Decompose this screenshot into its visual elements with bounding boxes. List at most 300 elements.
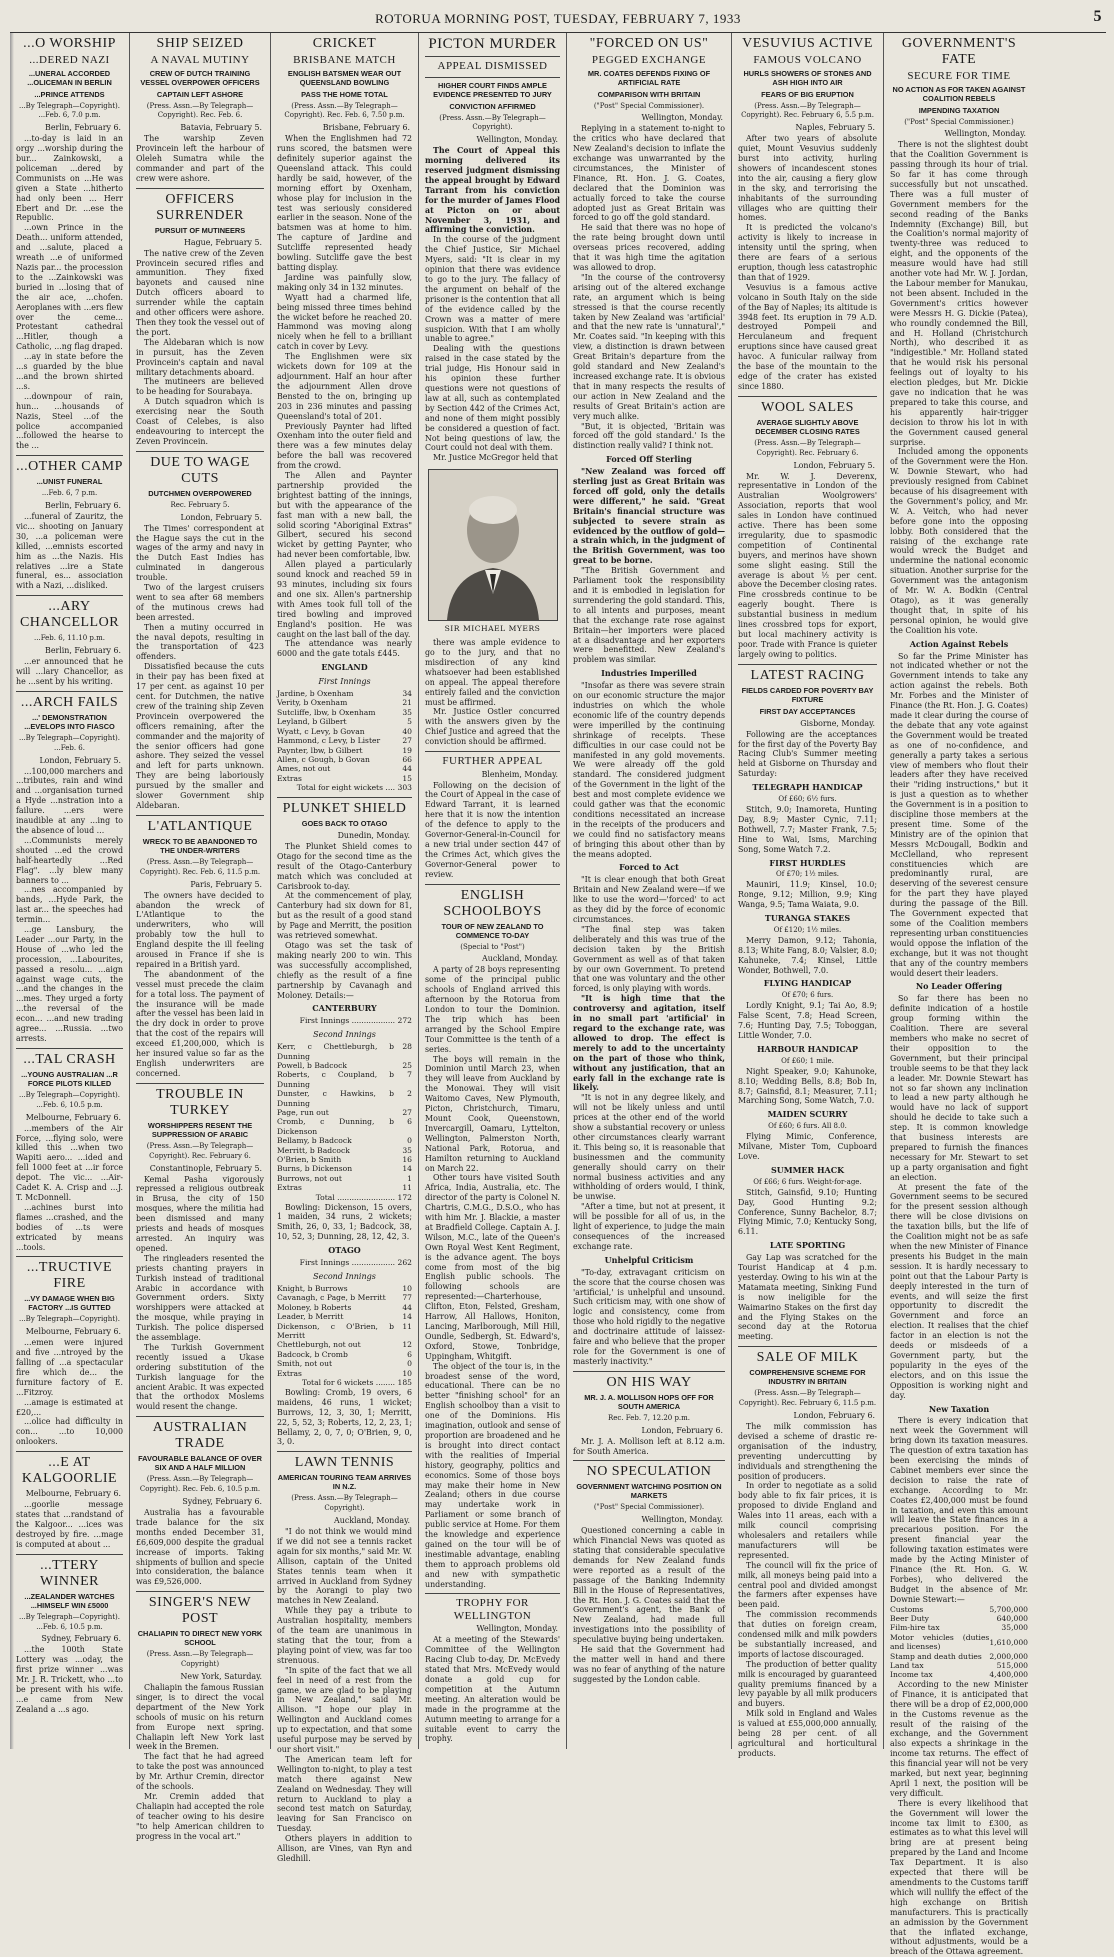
body-paragraph: Chaliapin the famous Russian singer, is to direct the vocal department of the New York schools of music on his return from Europe next spring. Chaliapin left New York last week in the Bremen.	[136, 1682, 264, 1752]
table-row	[277, 1293, 412, 1302]
body-paragraph: Allen played a particularly sound knock and reached 59 in 93 minutes, including six fours and one six. Allen's partnership with Ames took full toll of the tired bowling and improved England's position. He was caught on the last ball of the day.	[277, 560, 412, 639]
scorecard-total: Total for eight wickets .... 303	[296, 783, 412, 793]
headline: ...ARCH FAILS	[20, 694, 119, 710]
credit-line: (Press. Assn.—By Telegraph—Copyright).	[291, 1494, 398, 1513]
dateline: Wellington, Monday.	[476, 1624, 558, 1634]
headline: ...TAL CRASH	[23, 1051, 116, 1067]
body-paragraph: The owners have decided to abandon the wreck of L'Atlantique to the underwriters, who will probably tow the hull to England despite the ill feeling aroused in France if she is repaired in a British yard.	[136, 890, 264, 969]
subheadline: A NAVAL MUTINY	[150, 54, 250, 66]
table-row	[890, 1670, 1028, 1679]
table-cell-value: 77	[402, 1293, 412, 1303]
table-row	[277, 727, 412, 736]
dateline: New York, Saturday.	[180, 1672, 262, 1682]
deck: ...UNIST FUNERAL	[36, 477, 103, 487]
body-paragraph: There is every indication that next week the Government will bring down its taxation measures. The question of extra taxation has been exercising the minds of Cabinet members ever since the decision to raise the rate of exchange. According to Mr. Coates £2,400,000 must be found in taxation, and even this amount will leave the State finances in a precarious position. For the present financial year the following taxation estimates were made by the Acting Minister of Finance (the Rt. Hon. G. W. Forbes), who delivered the Budget in the absence of Mr. Downie Stewart:—	[890, 1416, 1028, 1604]
race-conditions: Of £60; 6½ furs.	[778, 795, 837, 804]
table-cell-label: Wyatt, c Levy, b Govan	[277, 726, 365, 736]
body-paragraph: "I do not think we would mind if we did not see a tennis racket again for six months," said Mr. W. Allison, captain of the United States tennis team when it arrived in Auckland from Sydney by the Aorangi to play two matches in New Zealand.	[277, 1527, 412, 1606]
table-cell-label: Burrows, not out	[277, 1173, 342, 1183]
scorecard-first-innings: First Innings .................. 262	[299, 1258, 412, 1268]
subheadline: APPEAL DISMISSED	[437, 60, 548, 72]
body-paragraph: The fact that he had agreed to take the post was announced by Mr. Arthur Cremin, director of the schools.	[136, 1752, 264, 1792]
section-heading: Forced Off Sterling	[606, 454, 692, 465]
body-paragraph: ...members of the Air Force, ...flying solo, were killed this ...when two Wapiti aero... ...ided and fell 1000 feet at ...ir force depot. The vic... ...Air-Cadet K. A. Crisp and ...J. T. McDonnell.	[16, 1123, 123, 1202]
table-cell-value: 7	[407, 1070, 412, 1080]
table-cell-label: Extras	[277, 1368, 302, 1378]
table-row	[277, 1108, 412, 1117]
race-name: FIRST HURDLES	[769, 857, 846, 868]
body-paragraph: ...achines burst into flames ...crashed, and the bodies of ...ts were extricated by means ...tools.	[16, 1202, 123, 1252]
body-paragraph: Then a mutiny occurred in the naval depots, resulting in the transportation of 423 offenders.	[136, 622, 264, 662]
body-paragraph: ...nes accompanied by bands, ...Hyde Park, the last ar... the speeches had termin...	[16, 885, 123, 925]
taxation-estimates-table	[890, 1605, 1028, 1680]
deck: CREW OF DUTCH TRAINING VESSEL OVERPOWER OFFICERS	[140, 68, 260, 87]
body-paragraph: "But, it is objected, 'Britain was forced off the gold standard.' Is the distinction really valid? I think not.	[573, 421, 725, 451]
deck-secondary: PASS THE HOME TOTAL	[301, 89, 388, 99]
table-row	[890, 1661, 1028, 1670]
body-paragraph: ...to-day is laid in an orgy ...worship during the bur... Zainkowski, a policeman ...dered by Communists on ...He was given a State ...hitherto had only been ... Herr Ebert and Dr. ...ese the Republic.	[16, 134, 123, 223]
race-name: SUMMER HACK	[770, 1164, 845, 1175]
table-cell-value: 35,000	[1001, 1623, 1028, 1633]
section-heading: Forced to Act	[619, 862, 679, 873]
table-cell-label: Customs	[890, 1604, 924, 1614]
dateline: London, February 6.	[793, 1411, 875, 1421]
subheadline: PEGGED EXCHANGE	[591, 54, 707, 66]
deck: PURSUIT OF MUTINEERS	[154, 225, 246, 235]
headline: CRICKET	[312, 36, 377, 51]
article-governments-fate	[890, 36, 1028, 1957]
body-paragraph: So far the Prime Minister has not indicated whether or not the Government intends to take any action against the rebels. Both Mr. Forbes and the Minister of Finance (the Rt. Hon. J. G. Coates) made it clear during the course of the debate that any vote against the Government would be treated as one of no-confidence, and generally a party takes a serious view of members who flout their leaders after they have received their "riding instructions," but it is just a question as to whether the Government is in a position to discipline those members at the present time. Some of the Ministry are of the opinion that Messrs McDougall, Bodkin and McClelland, who represent constituencies which are predominantly rural, are deserving of the severest censure for the part they have played during the passage of the Bill. The Government expected that some of the Coalition members representing urban constituencies would oppose the inflation of the exchange, but it was not thought that any of the country members would desert their leaders.	[890, 651, 1028, 978]
body-paragraph: Other tours have visited South Africa, India, Australia, etc. The director of the party is Colonel N. Chartris, C.M.G., D.S.O., who has with him Mr. J. Blackie, a master at Bradfield College. Captain A. J. Wilson, M.C., late of the Queen's Own Royal West Kent Regiment, is the advance agent. The boys come from most of the big English public schools. The following schools are represented:—Charterhouse, Clifton, Eton, Felsted, Gresham, Harrow, All Hallows, Honiton, Lancing, Marlborough, Mill Hill, Oundle, Sedbergh, St. Edward's, Oxford, Stowe, Tonbridge, Uppingham, Whitgift.	[425, 1173, 560, 1361]
credit-line: Rec. February 5.	[170, 500, 230, 509]
table-cell-value: 0	[407, 1359, 412, 1369]
body-paragraph: "In spite of the fact that we all feel in need of a rest from the game, we are glad to be playing in New Zealand," said Mr. Allison. "I hope our play in Wellington and Auckland comes up to expectation, and that some useful purpose may be served by our short visit."	[277, 1665, 412, 1754]
dateline: London, February 5.	[39, 755, 121, 765]
deck: NO ACTION AS FOR TAKEN AGAINST COALITION REBELS	[892, 84, 1026, 103]
table-cell-label: Knight, b Burrows	[277, 1283, 348, 1293]
article-no-speculation	[573, 1464, 725, 1684]
masthead-title: ROTORUA MORNING POST, TUESDAY, FEBRUARY 7, 1933	[375, 11, 741, 26]
credit-line: ("Post" Special Commissioner).	[593, 101, 705, 110]
headline: DUE TO WAGE CUTS	[150, 454, 250, 486]
deck: DUTCHMEN OVERPOWERED	[148, 488, 252, 498]
deck-secondary: FEARS OF BIG ERUPTION	[761, 89, 854, 99]
body-paragraph: ...er announced that he will ...lary Chancellor, as he ...sent by his writing.	[16, 657, 123, 686]
credit-line: (Press. Assn.—By Telegraph—Copyright). Rec. February 6.	[754, 438, 861, 457]
body-paragraph: At a meeting of the Stewards' Committee of the Wellington Racing Club to-day, Dr. McEvedy stated that Mrs. McEvedy would donate a gold cup for competition at the Autumn meeting. An alteration would be made in the programme at the Autumn meeting to arrange for a suitable event to carry the trophy.	[425, 1635, 560, 1744]
table-cell-value: 27	[402, 736, 412, 746]
column-1	[10, 33, 130, 1749]
body-paragraph: The Englishmen were six wickets down for 109 at the adjournment. Half an hour after the adjournment Allen drove Bensted to the on, bringing up 203 in 236 minutes and passing Queensland's total of 201.	[277, 352, 412, 421]
body-paragraph: The production of better quality milk is encouraged by guaranteed quality premiums financed by a levy payable by all milk producers and buyers.	[738, 1659, 877, 1709]
headline: SALE OF MILK	[756, 1350, 859, 1366]
headline: TROUBLE IN TURKEY	[156, 1086, 244, 1118]
table-row	[277, 764, 412, 773]
body-paragraph: Jardine was painfully slow, making only 34 in 132 minutes.	[277, 272, 412, 292]
race-conditions: Of £66; 6 furs. Weight-for-age.	[753, 1177, 862, 1186]
dateline: Melbourne, February 6.	[25, 1327, 121, 1337]
body-paragraph: ...ge Lansbury, the Leader ...our Party, in the House of ...who led the procession, ...Labourites, passed a resolu... ...aign against wage cuts, the ...and the changes in the ...mes. They urged a forty ...the reversal of the econ... ...and new trading agree... ...Russia. ...two arrests.	[16, 925, 123, 1043]
table-cell-label: Stamp and death duties	[890, 1651, 982, 1661]
credit-line: (Press. Assn.—By Telegraph—Copyright)	[146, 1650, 254, 1669]
table-cell-value: 10	[402, 1368, 412, 1378]
headline: TROPHY FOR WELLINGTON	[453, 1597, 532, 1622]
table-row	[890, 1605, 1028, 1614]
table-cell-value: 19	[402, 745, 412, 755]
table-row	[277, 1359, 412, 1368]
headline: ...TRUCTIVE FIRE	[26, 1260, 113, 1292]
table-cell-label: Jardine, b Oxenham	[277, 689, 354, 699]
body-paragraph: There is not the slightest doubt that the Coalition Government is passing through its hour of trial. So far it has come through successfully but not unscathed. There was a full muster of Government members for the second reading of the Banks Indemnity (Exchange) Bill, but the Coalition's normal majority of twenty-three was reduced to eight, and the opponents of the measure would have had still another vote had Mr. W. J. Jordan, the Labour member for Manukau, not been absent. Included in the Government's critics however were Messrs H. G. Dickie (Patea), who roundly condemned the Bill, and H. Holland (Christchurch North), who described it as "indigestible." Mr. Holland stated that he would risk his personal feelings out of loyalty to his election pledges, but Mr. Dickie gave no indication that he was prepared to take this course, and his apparently hair-trigger decision to throw his lot in with the Government caused general surprise.	[890, 140, 1028, 447]
table-cell-value: 28	[402, 1042, 412, 1052]
table-cell-label: Smith, not out	[277, 1359, 333, 1369]
credit-line: ...By Telegraph—Copyright). ...Feb. 6, 10.5 p.m.	[19, 1090, 120, 1109]
article-cricket	[277, 36, 412, 793]
table-cell-value: 640,000	[996, 1614, 1028, 1624]
body-paragraph: Wyatt had a charmed life, being missed three times behind the wicket before he reached 20. Hammond was moving along nicely when he fell to a brilliant catch in cover by Levy.	[277, 292, 412, 352]
dateline: Sydney, February 6.	[182, 1497, 262, 1507]
table-row	[277, 1369, 412, 1378]
headline: ...E AT KALGOORLIE	[21, 1455, 118, 1487]
body-paragraph: "It is not in any degree likely, and will not be likely unless and until prices at the other end of the world show a substantial recovery or unless other circumstances clearly warrant it. This being so, it is reasonable that businessmen and the community generally should carry on their normal business activities and any withholding of orders would, I think, be unwise.	[573, 1093, 725, 1202]
columns	[10, 33, 1106, 1957]
table-cell-label: Extras	[277, 1183, 302, 1193]
headline: AUSTRALIAN TRADE	[152, 1420, 248, 1452]
body-paragraph: "After a time, but not at present, it will be possible for all of us, in the light of experience, to judge the main consequences of the increased exchange rate.	[573, 1202, 725, 1251]
body-paragraph: Otago was set the task of making nearly 200 to win. This was successfully accomplished, chiefly as the result of a fine partnership by Cavanagh and Moloney. Details:—	[277, 941, 412, 1000]
subheadline: SECURE FOR TIME	[907, 70, 1011, 82]
table-row	[890, 1652, 1028, 1661]
body-paragraph: At present the fate of the Government seems to be secured for the present session although there will be close divisions on the taxation bills, but the life of the Coalition might not be as safe when the new Minister of Finance presents his Budget in the main session. It is hardly necessary to point out that the Labour Party is deeply interested in the turn of events, and will seize the first opportunity to discredit the Government and force an election. It realises that the chief factor in an election is not the deeds or misdeeds of a Government party, but the popularity in the eyes of the electors, and on this issue the Opposition is working night and day.	[890, 1182, 1028, 1400]
article-on-his-way	[573, 1375, 725, 1457]
credit-line: ...Feb. 6, 7 p.m.	[41, 489, 98, 498]
table-cell-label: Film-hire tax	[890, 1623, 940, 1633]
section-heading: Unhelpful Criticism	[604, 1254, 694, 1265]
body-paragraph: Dissatisfied because the cuts in their pay has been fixed at 17 per cent. as against 10 per cent. for Dutchmen, the native crew of the training ship Zeven Provincein overpowered the officers remaining, after the commander and the majority of the senior officers had gone ashore. They seized the vessel and left for parts unknown. They are being laboriously pursued by the smaller and slower Government ship Aldebaran.	[136, 662, 264, 810]
table-cell-value: 35	[402, 1145, 412, 1155]
deck: HURLS SHOWERS OF STONES AND ASH HIGH INTO AIR	[743, 68, 872, 87]
table-cell-value: 12	[402, 1340, 412, 1350]
article	[136, 819, 264, 1079]
table-row	[277, 1322, 412, 1341]
scorecard-england	[277, 689, 412, 783]
headline: OFFICERS SURRENDER	[156, 191, 244, 223]
race-field: Flying Mimic, Conference, Milvane, Mister Tom, Cupboard Love.	[738, 1132, 877, 1161]
lead-paragraph: The Court of Appeal this morning delivered its reserved judgment dismissing the appeal brought by Edward Tarrant from his conviction for the murder of James Flood at Picton on or about November 3, 1931, and affirming the conviction.	[425, 146, 560, 235]
body-paragraph: After two years of absolute quiet, Mount Vesuvius suddenly burst into activity, hurling showers of incandescent stones into the air, causing a fiery glow in the sky, and terrorising the inhabitants of the surrounding villages who are quitting their homes.	[738, 134, 877, 223]
table-cell-label: Leyland, b Gilbert	[277, 717, 347, 727]
dateline: Berlin, February 6.	[45, 501, 121, 511]
bold-paragraph: "New Zealand was forced off sterling just as Great Britain was forced off gold, only the details were different," he said. "Great Britain's financial structure was subjected to severe strain as evidenced by the outflow of gold—a strain which, in the judgment of the British Government, was too great to be borne.	[573, 467, 725, 566]
table-cell-value: 5	[407, 717, 412, 727]
body-paragraph: ...funeral of Zauritz, the vic... shooting on January 30, ...a policeman were killed, ...emnists escorted him as ...the Nazis. His relatives ...ire a State funeral, es... association with a Nazi, ...disliked.	[16, 512, 123, 591]
bowling-figures: Bowling: Cromb, 19 overs, 6 maidens, 46 runs, 1 wicket; Burrows, 12, 3, 30, 1; Merritt, 22, 5, 52, 3; Roberts, 12, 2, 23, 1; Bellamy, 2, 0, 7, 0; O'Brien, 9, 0, 3, 0.	[277, 1387, 412, 1447]
dateline: Wellington, Monday.	[641, 1515, 723, 1525]
scorecard-total: Total for 6 wickets ........ 185	[302, 1377, 412, 1387]
body-paragraph: He said that there was no hope of the rate being brought down until overseas prices recovered, adding that it was high time the agitation was allowed to drop.	[573, 223, 725, 272]
deck: WORSHIPPERS RESENT THE SUPPRESSION OF ARABIC	[147, 1120, 253, 1139]
dateline: Melbourne, February 6.	[25, 1489, 121, 1499]
headline: PLUNKET SHIELD	[282, 801, 407, 817]
body-paragraph: There is every likelihood that the Government will lower the income tax limit to £300, as estimates as to what this level will bring are at present being prepared by the Land and Income Tax Department. It is also expected that there will be amendments to the Customs tariff which will nullify the effect of the high exchange on British manufacturers. This is practically an admission by the Government that the inflated exchange, without adjustments, would be a breach of the Ottawa agreement.	[890, 1798, 1028, 1957]
headline: ...O WORSHIP	[23, 36, 116, 51]
section-heading: Action Against Rebels	[909, 638, 1009, 649]
dateline: Paris, February 5.	[190, 879, 262, 889]
table-row	[277, 1061, 412, 1070]
body-paragraph: Mr. Justice McGregor held that	[433, 453, 558, 463]
headline: GOVERNMENT'S FATE	[901, 36, 1017, 67]
body-paragraph: ...amage is estimated at £20,...	[16, 1397, 123, 1417]
body-paragraph: ...100,000 marchers and ...tributes, rain and wind and ...organisation turned a Hyde ...nstration into a failure. ...ers were inaudible at any ...ing to the absence of loud ...	[16, 766, 123, 835]
credit-line: Rec. Feb. 7, 12.20 p.m.	[607, 1413, 691, 1422]
table-cell-label: Dickenson, c O'Brien, b Merritt	[277, 1321, 394, 1340]
body-paragraph: The abandonment of the vessel must precede the claim for a total loss. The payment of the insurance will be made after the vessel has been laid in the dry dock in order to prove that the cost of the repairs will exceed £1,200,000, which is her insured value so far as the English underwriters are concerned.	[136, 969, 264, 1078]
credit-line: ...Feb. 6, 11.10 p.m.	[34, 634, 105, 643]
body-paragraph: The American team left for Wellington to-night, to play a test match there against New Zealand on Wednesday. They will return to Auckland to play a second test match on Saturday, leaving for San Francisco on Tuesday.	[277, 1754, 412, 1834]
race-name: TELEGRAPH HANDICAP	[752, 782, 863, 793]
scorecard-title: CANTERBURY	[312, 1003, 377, 1014]
body-paragraph: A Dutch squadron which is exercising near the South Coast of Celebes, is also endeavouring to intercept the Zeven Provincein.	[136, 397, 264, 446]
article	[16, 1455, 123, 1549]
table-cell-value: 6	[407, 1117, 412, 1127]
scorecard-otago	[277, 1284, 412, 1378]
race-name: MAIDEN SCURRY	[767, 1109, 848, 1120]
article-trophy	[425, 1597, 560, 1744]
table-row	[277, 1155, 412, 1164]
table-cell-label: Chettleburgh, not out	[277, 1340, 361, 1350]
table-cell-label: Ames, not out	[277, 764, 331, 774]
body-paragraph: So far there has been no definite indication of a hostile group forming within the Coalition. There are several members who make no secret of their opposition to the Government, but their principal trouble seems to be that they lack a leader. Mr. Downie Stewart has not so far shown any inclination to lead a new party although he would have no lack of support should he decide to take such a step. It is common knowledge that business interests are prepared to furnish the finances necessary for Mr. Stewart to set up a party organisation and fight an election.	[890, 994, 1028, 1182]
article-vesuvius	[738, 36, 877, 392]
body-paragraph: Following on the decision of the Court of Appeal in the case of Edward Tarrant, it is learned here that it is now the intention of the defence to apply to the Governor-General-in-Council for a new trial under section 447 of the Crimes Act, which gives the Governor-General power to review.	[425, 780, 560, 879]
credit-line: ...By Telegraph—Copyright). ...Feb. 6, 10.5 p.m.	[19, 1612, 120, 1631]
dateline: Wellington, Monday.	[641, 113, 723, 123]
table-cell-label: Bellamy, b Badcock	[277, 1136, 352, 1146]
credit-line: (Press. Assn.—By Telegraph—Copyright).	[439, 113, 546, 132]
credit-line: ...By Telegraph—Copyright).	[19, 1315, 120, 1324]
dateline: London, February 5.	[793, 460, 875, 470]
column-4	[419, 33, 567, 1749]
body-paragraph: "In the course of the controversy arising out of the altered exchange rate, an argument which is being stressed is that the course recently taken by New Zealand was 'artificial' and that the new rate is 'unnatural'," Mr. Coates said. "In keeping with this view, a distinction is drawn between Great Britain's departure from the gold standard and New Zealand's increased exchange rate. It is obvious that in many respects the results of our action in New Zealand and the results of Great Britain's action are very much alike.	[573, 272, 725, 421]
headline: PICTON MURDER	[428, 36, 557, 52]
deck-secondary: ...PRINCE ATTENDS	[34, 89, 105, 99]
article-latest-racing	[738, 668, 877, 1343]
deck: MR. COATES DEFENDS FIXING OF ARTIFICIAL RATE	[587, 68, 711, 87]
race-conditions: Of £60; 1 mile.	[781, 1056, 834, 1065]
table-cell-value: 11	[402, 1183, 412, 1193]
table-cell-value: 35	[402, 707, 412, 717]
article	[136, 1087, 264, 1412]
column-5	[567, 33, 732, 1749]
article	[16, 36, 123, 451]
body-paragraph: ...Communists merely shouted ...ed the crowd half-heartedly ...Red Flag". ...ly blew many banners to ...	[16, 835, 123, 885]
body-paragraph: The Times' correspondent at the Hague says the cut in the wages of the army and navy in the Dutch East Indies has culminated in dangerous trouble.	[136, 523, 264, 583]
table-row	[277, 1117, 412, 1136]
table-cell-value: 14	[402, 1312, 412, 1322]
race-name: HARBOUR HANDICAP	[756, 1043, 859, 1054]
table-cell-value: 11	[402, 1321, 412, 1331]
body-paragraph: The commission recommends that duties on foreign cream, condensed milk and milk powders be substantially increased, and imports of lactose discouraged.	[738, 1610, 877, 1659]
credit-line: (Press. Assn.—By Telegraph—Copyright). Rec. Feb. 6.	[146, 101, 254, 120]
body-paragraph: The boys will remain in the Dominion until March 23, when they will leave from Auckland by the Monowai. They will visit Waitomo Caves, New Plymouth, Picton, Christchurch, Timaru, Mount Cook, Queenstown, Invercargill, Oamaru, Lyttelton, Wellington, Palmerston North, National Park, Rotorua, and Hamilton returning to Auckland on March 22.	[425, 1054, 560, 1173]
body-paragraph: In the course of the judgment the Chief Justice, Sir Michael Myers, said: "It is clear in my opinion that there was evidence to go to the jury. The fallacy of the argument on behalf of the prisoner is the contention that all of the evidence called by the Crown was a matter of mere suspicion. With that I am wholly unable to agree."	[425, 235, 560, 344]
table-cell-label: Page, run out	[277, 1108, 329, 1117]
masthead	[10, 6, 1106, 33]
deck-secondary: CONVICTION AFFIRMED	[449, 101, 536, 111]
body-paragraph: "Insofar as there was severe strain on our economic structure the major industries on which the whole economic life of the country depends were imperilled by the continuing shrinkage of receipts. These difficulties in our case could not be manifested in any gold movements. We were already off the gold standard. The considered judgment of the Government in the light of the best and most complete evidence we could gather was that the economic conditions necessitated an increase in the receipts of the producers and we could find no satisfactory means of bringing this about other than by the means adopted.	[573, 681, 725, 859]
article	[16, 459, 123, 591]
body-paragraph: Replying in a statement to-night to the critics who have declared that New Zealand's decision to inflate the exchange was unwarranted by the circumstances, the Minister of Finance, Rt. Hon. J. G. Coates, declared that the Dominion was actually forced to take the course adopted just as Great Britain was forced to go off the gold standard.	[573, 124, 725, 223]
body-paragraph: A party of 28 boys representing some of the principal public schools of England arrived this afternoon by the Rotorua from London to tour the Dominion. The trip which has been arranged by the School Empire Tour Committee is the tenth of a series.	[425, 965, 560, 1054]
dateline: London, February 5.	[180, 512, 262, 522]
credit-line: (Press. Assn.—By Telegraph—Copyright). Rec. February 6.	[146, 1141, 254, 1160]
table-cell-value: 34	[402, 689, 412, 699]
table-cell-label: Kerr, c Chettleburgh, b Dunning	[277, 1042, 394, 1061]
deck: ENGLISH BATSMEN WEAR OUT QUEENSLAND BOWLING	[287, 68, 402, 87]
table-row	[277, 746, 412, 755]
dateline: Dunedin, Monday.	[337, 831, 410, 841]
headline: ...OTHER CAMP	[16, 459, 123, 475]
body-paragraph: Others players in addition to Allison, are Vines, van Ryn and Gledhill.	[277, 1834, 412, 1863]
article	[136, 36, 264, 184]
subheadline: FAMOUS VOLCANO	[753, 54, 862, 66]
body-paragraph: The mutineers are believed to be heading for Sourabaya.	[136, 377, 264, 397]
headline: LATEST RACING	[750, 667, 865, 683]
table-cell-value: 14	[402, 1164, 412, 1174]
table-row	[277, 774, 412, 783]
body-paragraph: The ringleaders resented the priests chanting prayers in Turkish instead of traditional Arabic in accordance with Government orders. Sixty worshippers were attacked at the mosque, while praying in Turkish. The police dispersed the assemblage.	[136, 1253, 264, 1343]
deck-secondary: FIRST DAY ACCEPTANCES	[759, 706, 856, 716]
table-row	[277, 755, 412, 764]
body-paragraph: The warship Zeven Provincein left the harbour of Oleleh Sumatra while the commander and part of the crew were ashore.	[136, 134, 264, 183]
column-7	[884, 33, 1034, 1957]
body-paragraph: Kemal Pasha vigorously repressed a religious outbreak in Brusa, the city of 150 mosques, where the militia had been dismissed and many priests and heads of mosques arrested. An inquiry was opened.	[136, 1174, 264, 1253]
dateline: Naples, February 5.	[795, 123, 875, 133]
table-row	[890, 1633, 1028, 1652]
table-row	[277, 689, 412, 698]
credit-line: (Press. Assn.—By Telegraph—Copyright). Rec. February 6, 11.5 p.m.	[738, 1389, 877, 1408]
body-paragraph: Gay Lap was scratched for the Tourist Handicap at 4 p.m. yesterday. Owing to his win at the Matamata meeting, Sinking Fund is now ineligible for the Waimarino Stakes on the first day and the Flying Stakes on the second day at the Rotorua meeting.	[738, 1253, 877, 1342]
body-paragraph: The milk commission has devised a scheme of drastic re-organisation of the industry, preventing undercutting by individuals and strengthening the position of producers.	[738, 1422, 877, 1481]
table-row	[277, 1350, 412, 1359]
race-conditions: Of £120; 1½ miles.	[773, 925, 842, 934]
article	[16, 1052, 123, 1253]
table-cell-label: Extras	[277, 773, 302, 783]
table-row	[277, 1146, 412, 1155]
table-row	[890, 1614, 1028, 1623]
scorecard-innings: Second Innings	[313, 1030, 376, 1040]
table-cell-label: Cromb, c Dunning, b Dickenson	[277, 1117, 394, 1136]
credit-line: ...By Telegraph—Copyright). ...Feb. 6.	[19, 733, 120, 752]
race-field: Stitch, 9.0; Inamoreta, Hunting Day, 8.9; Master Cynic, 7.11; Bothwell, 7.7; Master Frank, 7.5; Hine to Wai, Isms, Marching Song, Some Watch 7.2.	[738, 804, 877, 854]
credit-line: ("Post" Special Commissioner).	[593, 1503, 705, 1512]
race-field: Stitch, Gainsfid, 9.10; Hunting Day, Good Hunting 9.2; Conference, Sunny Bachelor, 8.7; Flying Mimic, 7.0; Kentucky Song, 6.11.	[738, 1187, 877, 1237]
table-row	[277, 1042, 412, 1061]
table-row	[277, 1303, 412, 1312]
deck: ...ZEALANDER WATCHES ...HIMSELF WIN £5000	[24, 1591, 115, 1610]
body-paragraph: He said that the Government had the matter well in hand and there was no fear of anything of the nature suggested by the London cable.	[573, 1645, 725, 1684]
body-paragraph: ...downpour of rain, hun... ...housands of Nazis, Steel ...of the police accompanied ...followed the hearse to the ...	[16, 391, 123, 451]
race-conditions: Of £70; 1½ miles.	[775, 870, 840, 879]
scorecard-canterbury	[277, 1042, 412, 1193]
body-paragraph: The Allen and Paynter partnership provided the brightest batting of the innings, but with the appearance of the fast man with a new ball, the solid scoring "Aboriginal Extras" Gilbert, secured his second wicket by getting Paynter, who had never been comfortable, lbw.	[277, 471, 412, 560]
deck: WRECK TO BE ABANDONED TO THE UNDER-WRITERS	[142, 836, 258, 855]
deck-secondary: COMPARISON WITH BRITAIN	[597, 89, 701, 99]
body-paragraph: When the Englishmen had 72 runs scored, the batsmen were definitely superior against the Queensland attack. This could hardly be said, however, of the morning effort by Oxenham, whose play for inclusion in the test was seriously considered earlier in the season. None of the batsmen was at home to him. The capture of Jardine and Sutcliffe represented heady bowling. Sutcliffe gave the best batting display.	[277, 134, 412, 272]
article	[16, 1558, 123, 1715]
table-cell-value: 1,610,000	[989, 1637, 1028, 1647]
body-paragraph: Previously Paynter had lifted Oxenham into the outer field and there was a few minutes delay before the ball was recovered from the crowd.	[277, 421, 412, 471]
deck-secondary: CAPTAIN LEFT ASHORE	[156, 89, 244, 99]
table-cell-label: Hammond, c Levy, b Lister	[277, 736, 381, 746]
dateline: Auckland, Monday.	[334, 1516, 410, 1526]
column-3	[271, 33, 419, 1863]
body-paragraph: Mr. Cremin added that Chaliapin had accepted the role of teacher owing to his desire "to help American children to progress in the vocal art."	[136, 1791, 264, 1841]
body-paragraph: "It is clear enough that both Great Britain and New Zealand were—if we like to use the word—'forced' to act as they did by the force of economic circumstances.	[573, 875, 725, 924]
table-cell-label: Badcock, b Cromb	[277, 1349, 348, 1359]
headline: SINGER'S NEW POST	[148, 1595, 252, 1627]
body-paragraph: The Plunket Shield comes to Otago for the second time as the result of the Otago-Canterbury match which was concluded at Carisbrook to-day.	[277, 841, 412, 891]
credit-line: (Press. Assn.—By Telegraph—Copyright). Rec. Feb. 6, 10.5 p.m.	[139, 1475, 261, 1494]
article	[136, 455, 264, 811]
body-paragraph: Mr. W. J. Deverenx, representative in London of the Australian Woolgrowers' Association, reports that wool sales in London have continued active. There has been some irregularity, due to spasmodic competition of Continental buyers, and merinos have shown some slight easing. Still the average is about ½ per cent. above the December closing rates. Fine crossbreds continue to be eagerly bought. There is substantial business in medium lines crossbred tops for export, but local machinery activity is poor. Trade with France is quieter largely owing to politics.	[738, 471, 877, 659]
body-paragraph: Mr. Justice Ostler concurred with the answers given by the Chief Justice and agreed that the conviction should be affirmed.	[425, 707, 560, 747]
dateline: Sydney, February 6.	[41, 1634, 121, 1644]
deck: ...YOUNG AUSTRALIAN ...R FORCE PILOTS KILLED	[21, 1069, 118, 1088]
body-paragraph: ...olice had difficulty in con... ...to 10,000 onlookers.	[16, 1417, 123, 1447]
table-cell-label: Beer Duty	[890, 1614, 929, 1624]
deck: CHALIAPIN TO DIRECT NEW YORK SCHOOL	[137, 1629, 263, 1648]
body-paragraph: Dealing with the questions raised in the case stated by the trial judge, His Honour said in his opinion these further questions were not questions of law at all, such as contemplated by Section 442 of the Crimes Act, and none of them might possibly be considered a question of fact. Not being questions of law, the Court could not deal with them.	[425, 344, 560, 453]
table-cell-label: O'Brien, b Smith	[277, 1155, 342, 1165]
article-plunket-shield	[277, 801, 412, 1447]
scorecard-first-innings: First Innings .................. 272	[299, 1016, 412, 1026]
dateline: Berlin, February 6.	[45, 123, 121, 133]
body-paragraph: According to the new Minister of Finance, it is anticipated that there will be a drop of £2,000,000 in the Customs revenue as the result of the raising of the exchange, and the Government also expects a shrinkage in the income tax returns. The effect of this financial year will not be very marked, but next year, beginning April 1 next, the position will be very difficult.	[890, 1679, 1028, 1798]
table-cell-value: 40	[402, 726, 412, 736]
body-paragraph: Mr. J. A. Mollison left at 8.12 a.m. for South America.	[573, 1436, 725, 1456]
credit-line: ("Post" Special Commissioner.)	[904, 117, 1014, 126]
deck: FIELDS CARDED FOR POVERTY BAY FIXTURE	[741, 685, 874, 704]
table-cell-value: 4,400,000	[989, 1670, 1028, 1680]
table-cell-value: 25	[402, 1060, 412, 1070]
section-heading: No Leader Offering	[915, 981, 1003, 992]
headline: ENGLISH SCHOOLBOYS	[443, 887, 542, 919]
headline: FURTHER APPEAL	[442, 755, 543, 768]
body-paragraph: "The final step was taken deliberately and this was true of the decision taken by the British Government as well as of that taken by our own Government. To pretend that one was voluntary and the other forced, is only playing with words.	[573, 924, 725, 994]
credit-line: (Press. Assn.—By Telegraph—Copyright). Rec. February 6, 5.5 p.m.	[741, 101, 874, 120]
table-cell-value: 21	[402, 698, 412, 708]
body-paragraph: ...the 100th State Lottery was ...oday, the first prize winner ...was Mr. J. R. Trickett, who ...to be present with his wife. ...e came from New Zealand a ...s ago.	[16, 1645, 123, 1714]
credit-line: (Special to "Post")	[460, 942, 525, 951]
headline: NO SPECULATION	[586, 1464, 712, 1480]
headline: SHIP SEIZED	[156, 36, 244, 51]
body-paragraph: While they pay a tribute to Australian hospitality, members of the team are unanimous in stating that the tour, from a playing point of view, was far too strenuous.	[277, 1606, 412, 1665]
table-row	[277, 698, 412, 707]
table-cell-value: 44	[402, 764, 412, 774]
article-pegged-exchange	[573, 36, 725, 1367]
body-paragraph: The council will fix the price of milk, all moneys being paid into a central pool and divided amongst the farmers after expenses have been paid.	[738, 1560, 877, 1610]
headline: LAWN TENNIS	[294, 1455, 395, 1471]
credit-line: (Press. Assn.—By Telegraph—Copyright). Rec. Feb. 6, 7.50 p.m.	[284, 101, 405, 120]
table-cell-label: Sutcliffe, lbw, b Oxenham	[277, 707, 376, 717]
table-cell-label: Powell, b Badcock	[277, 1060, 347, 1070]
race-name: FLYING HANDICAP	[763, 978, 852, 989]
race-field: Mauniri, 11.9; Kinsel, 10.0; Ronge, 9.12; Million, 9.9; King Wanga, 9.5; Tama Waiata, 9.0.	[738, 880, 877, 910]
scorecard-title: OTAGO	[328, 1245, 361, 1256]
dateline: Wellington, Monday.	[476, 135, 558, 145]
body-paragraph: Included among the opponents of the Government were the Hon. W. Downie Stewart, who had previously resigned from Cabinet because of his disagreement with the Government's policy, and Mr. W. A. Veitch, who had never before gone into the opposing lobby. Both considered that the raising of the exchange rate would wreck the Budget and undermine the national economic situation. Another surprise for the Government was the antagonism of Mr. W. A. Bodkin (Central Otago), as it was generally thought that, in spite of his personal opinion, he would give the Coalition his vote.	[890, 447, 1028, 635]
